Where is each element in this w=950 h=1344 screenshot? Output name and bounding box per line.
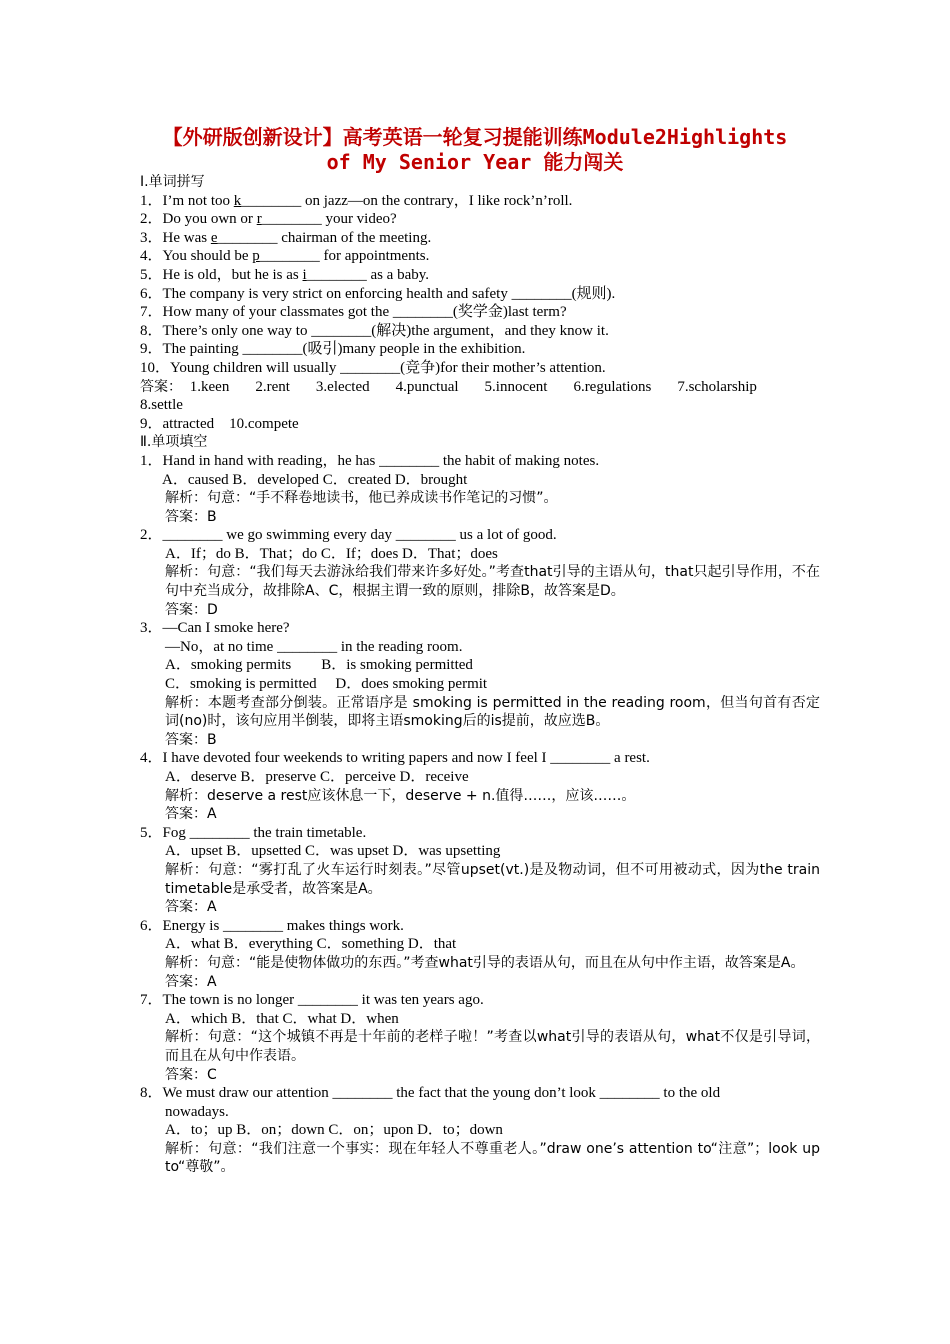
q4-stem: 4．I have devoted four weekends to writing papers and now I feel I ________ a rest.: [140, 750, 650, 767]
spelling-item-u: r: [256, 211, 262, 228]
title-line-1: 【外研版创新设计】高考英语一轮复习提能训练Module2Highlights: [162, 125, 788, 149]
q1-stem: 1．Hand in hand with reading，he has ________ the habit of making notes.: [140, 452, 600, 469]
document-body: [140, 173, 820, 1177]
spelling-item-num: 9．: [140, 341, 163, 358]
answer-item: 3.elected: [315, 378, 370, 395]
spelling-item: [140, 322, 820, 341]
q6-stem: 6．Energy is ________ makes things work.: [140, 917, 404, 934]
spelling-item: [140, 266, 820, 285]
spelling-item-pre: He was: [162, 229, 211, 246]
spelling-item-num: 3．: [140, 229, 163, 246]
q2-answer: 答案：D: [165, 601, 218, 618]
spelling-item-pre: I’m not too: [162, 192, 234, 209]
section-2-heading: Ⅱ.单项填空: [140, 434, 208, 451]
section-1-answers-line-1: [140, 378, 820, 397]
q3-options-1: A．smoking permits B．is smoking permitted: [165, 657, 473, 674]
q4-answer: 答案：A: [165, 806, 217, 823]
q7-analysis: 解析：句意：“这个城镇不再是十年前的老样子啦！”考查以what引导的表语从句，what不仅是引导词，而且在从句中作表语。: [165, 1029, 820, 1064]
spelling-item-num: 2．: [140, 211, 163, 228]
spelling-item: [140, 229, 820, 248]
spelling-item-num: 10．: [140, 359, 171, 376]
spelling-item: [140, 340, 820, 359]
q5-options: A．upset B．upsetted C．was upset D．was upsetting: [165, 843, 501, 860]
section-1-answers-line-3: 9．attracted 10.compete: [140, 415, 299, 432]
spelling-item: [140, 359, 820, 378]
spelling-item-u: k: [233, 192, 242, 209]
q3-analysis: 解析：本题考查部分倒装。正常语序是 smoking is permitted in the reading room，但当句首有否定词(no)时，该句应用半倒装，即将主语smoking后的is提前，故应选B。: [165, 694, 820, 730]
spelling-item-num: 1．: [140, 192, 163, 209]
spelling-item-pre: The company is very strict on enforcing health and safety ________(规则).: [162, 285, 616, 302]
q7-answer: 答案：C: [165, 1066, 217, 1083]
spelling-item: [140, 303, 820, 322]
q4-options: A．deserve B．preserve C．perceive D．receive: [165, 769, 469, 785]
answers-row: [186, 379, 757, 395]
q2-analysis: 解析：句意：“我们每天去游泳给我们带来许多好处。”考查that引导的主语从句，that只起引导作用，不在句中充当成分，故排除A、C，根据主谓一致的原则，排除B，故答案是D。: [165, 564, 820, 600]
q8-analysis: 解析：句意：“我们注意一个事实：现在年轻人不尊重老人。”draw one’s attention to“注意”；look up to“尊敬”。: [165, 1140, 820, 1176]
q1-answer: 答案：B: [165, 508, 217, 525]
answer-item: 4.punctual: [395, 378, 459, 395]
q6-analysis: 解析：句意：“能是使物体做功的东西。”考查what引导的表语从句，而且在从句中作主语，故答案是A。: [165, 954, 805, 971]
spelling-item-post: ________ for appointments.: [259, 248, 430, 265]
spelling-item: [140, 285, 820, 304]
q1-options: A．caused B．developed C．created D．brought: [162, 471, 468, 488]
q6-options: A．what B．everything C．something D．that: [165, 936, 457, 953]
spelling-item-num: 5．: [140, 266, 163, 283]
answer-item: 5.innocent: [484, 378, 548, 395]
spelling-item-u: p: [252, 248, 260, 265]
q8-options: A．to；up B．on；down C．on；upon D．to；down: [165, 1122, 503, 1139]
q6-answer: 答案：A: [165, 973, 217, 990]
spelling-item-u: e: [210, 229, 218, 246]
spelling-item: [140, 247, 820, 266]
spelling-item-num: 8．: [140, 322, 163, 339]
spelling-item-post: ________ as a baby.: [306, 266, 430, 283]
q4-analysis: 解析：deserve a rest应该休息一下，deserve + n.值得……，应该……。: [165, 787, 636, 804]
q5-analysis: 解析：句意：“雾打乱了火车运行时刻表。”尽管upset(vt.)是及物动词，但不可用被动式，因为the train timetable是承受者，故答案是A。: [165, 861, 820, 897]
spelling-item-pre: How many of your classmates got the ________(奖学金)last term?: [162, 304, 567, 321]
q1-analysis: 解析：句意：“手不释卷地读书，他已养成读书作笔记的习惯”。: [165, 490, 558, 507]
q8-stem-2: nowadays.: [165, 1103, 229, 1120]
q2-stem: 2．________ we go swimming every day ________ us a lot of good.: [140, 527, 557, 544]
q5-stem: 5．Fog ________ the train timetable.: [140, 824, 367, 841]
spelling-item-pre: There’s only one way to ________(解决)the argument，and they know it.: [162, 322, 609, 339]
spelling-item: [140, 210, 820, 229]
spelling-item-pre: Do you own or: [162, 211, 257, 228]
spelling-item-post: ________ chairman of the meeting.: [217, 229, 432, 246]
section-1-heading: Ⅰ.单词拼写: [140, 174, 205, 190]
spelling-item: [140, 192, 820, 211]
q2-options: A．If；do B．That；do C．If；does D．That；does: [165, 545, 498, 562]
answer-item: 6.regulations: [573, 378, 652, 395]
spelling-item-pre: You should be: [162, 248, 253, 265]
q7-stem: 7．The town is no longer ________ it was ten years ago.: [140, 992, 484, 1009]
answer-item: 1.keen: [189, 378, 230, 395]
document-title: [120, 125, 830, 175]
spelling-item-pre: He is old，but he is as: [162, 266, 303, 283]
q8-stem-1: 8．We must draw our attention ________ the fact that the young don’t look ________ to the old: [140, 1085, 721, 1102]
spelling-item-post: ________ your video?: [261, 211, 397, 228]
q7-options: A．which B．that C．what D．when: [165, 1010, 399, 1027]
q3-stem-1: 3．—Can I smoke here?: [140, 620, 290, 637]
title-line-2: of My Senior Year 能力闯关: [326, 150, 624, 174]
spelling-item-post: ________ on jazz—on the contrary，I like rock’n’roll.: [241, 192, 573, 209]
spelling-item-num: 7．: [140, 304, 163, 321]
q3-stem-2: —No，at no time ________ in the reading room.: [165, 638, 463, 655]
q5-answer: 答案：A: [165, 899, 217, 916]
spelling-item-pre: Young children will usually ________(竞争)for their mother’s attention.: [170, 359, 606, 376]
q3-answer: 答案：B: [165, 731, 217, 748]
spelling-item-num: 6．: [140, 285, 163, 302]
section-1-answers-line-2: 8.settle: [140, 397, 183, 414]
spelling-item-num: 4．: [140, 248, 163, 265]
answer-item: 2.rent: [255, 378, 290, 395]
spelling-item-pre: The painting ________(吸引)many people in the exhibition.: [162, 341, 526, 358]
q3-options-2: C．smoking is permitted D．does smoking permit: [165, 676, 488, 693]
answer-label: 答案：: [140, 378, 182, 395]
spelling-item-u: i: [302, 266, 307, 283]
section-1-items: [140, 192, 820, 378]
answer-item: 7.scholarship: [677, 378, 757, 395]
